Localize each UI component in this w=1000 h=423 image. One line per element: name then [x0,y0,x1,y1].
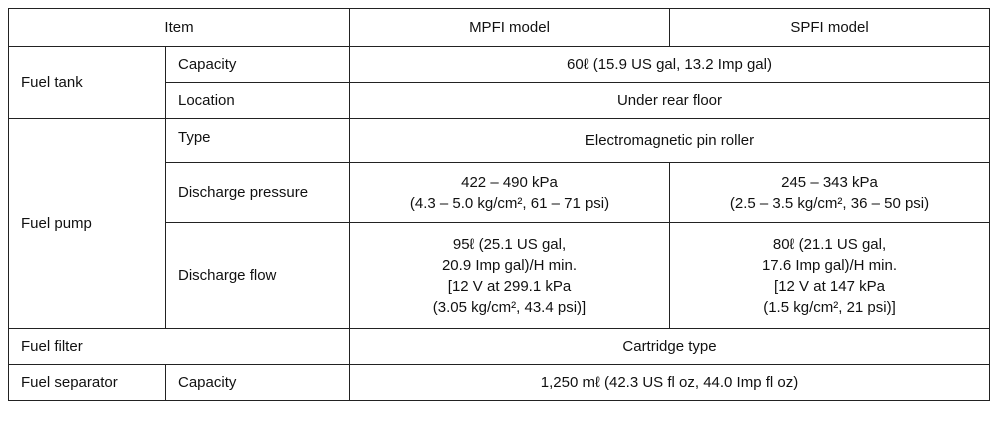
fuel-tank-capacity-value: 60ℓ (15.9 US gal, 13.2 Imp gal) [350,47,990,83]
fuel-tank-location-value: Under rear floor [350,83,990,119]
header-row [9,9,990,47]
fuel-tank-capacity-label: Capacity [166,47,350,83]
fuel-tank-label: Fuel tank [9,47,166,119]
fuel-separator-label: Fuel separator [9,365,166,401]
fuel-pump-discharge-pressure-spfi: 245 – 343 kPa (2.5 – 3.5 kg/cm², 36 – 50 psi) [670,163,990,223]
fuel-pump-type-row [9,119,990,163]
header-item: Item [9,9,350,47]
fuel-separator-capacity-label: Capacity [166,365,350,401]
fuel-system-spec-table [8,8,990,401]
fuel-pump-type-value: Electromagnetic pin roller [350,119,990,163]
fuel-pump-discharge-flow-label: Discharge flow [166,223,350,329]
fuel-pump-label: Fuel pump [9,119,166,329]
fuel-pump-discharge-pressure-mpfi: 422 – 490 kPa (4.3 – 5.0 kg/cm², 61 – 71 psi) [350,163,670,223]
fuel-tank-location-label: Location [166,83,350,119]
fuel-filter-row [9,329,990,365]
fuel-filter-value: Cartridge type [350,329,990,365]
fuel-pump-discharge-flow-mpfi: 95ℓ (25.1 US gal, 20.9 Imp gal)/H min. [12 V at 299.1 kPa (3.05 kg/cm², 43.4 psi)] [350,223,670,329]
fuel-pump-discharge-flow-spfi: 80ℓ (21.1 US gal, 17.6 Imp gal)/H min. [12 V at 147 kPa (1.5 kg/cm², 21 psi)] [670,223,990,329]
header-spfi-model: SPFI model [670,9,990,47]
header-mpfi-model: MPFI model [350,9,670,47]
fuel-separator-row [9,365,990,401]
fuel-separator-capacity-value: 1,250 mℓ (42.3 US fl oz, 44.0 Imp fl oz) [350,365,990,401]
fuel-tank-capacity-row [9,47,990,83]
fuel-filter-label: Fuel filter [9,329,350,365]
fuel-pump-discharge-pressure-label: Discharge pressure [166,163,350,223]
fuel-pump-type-label: Type [166,119,350,163]
